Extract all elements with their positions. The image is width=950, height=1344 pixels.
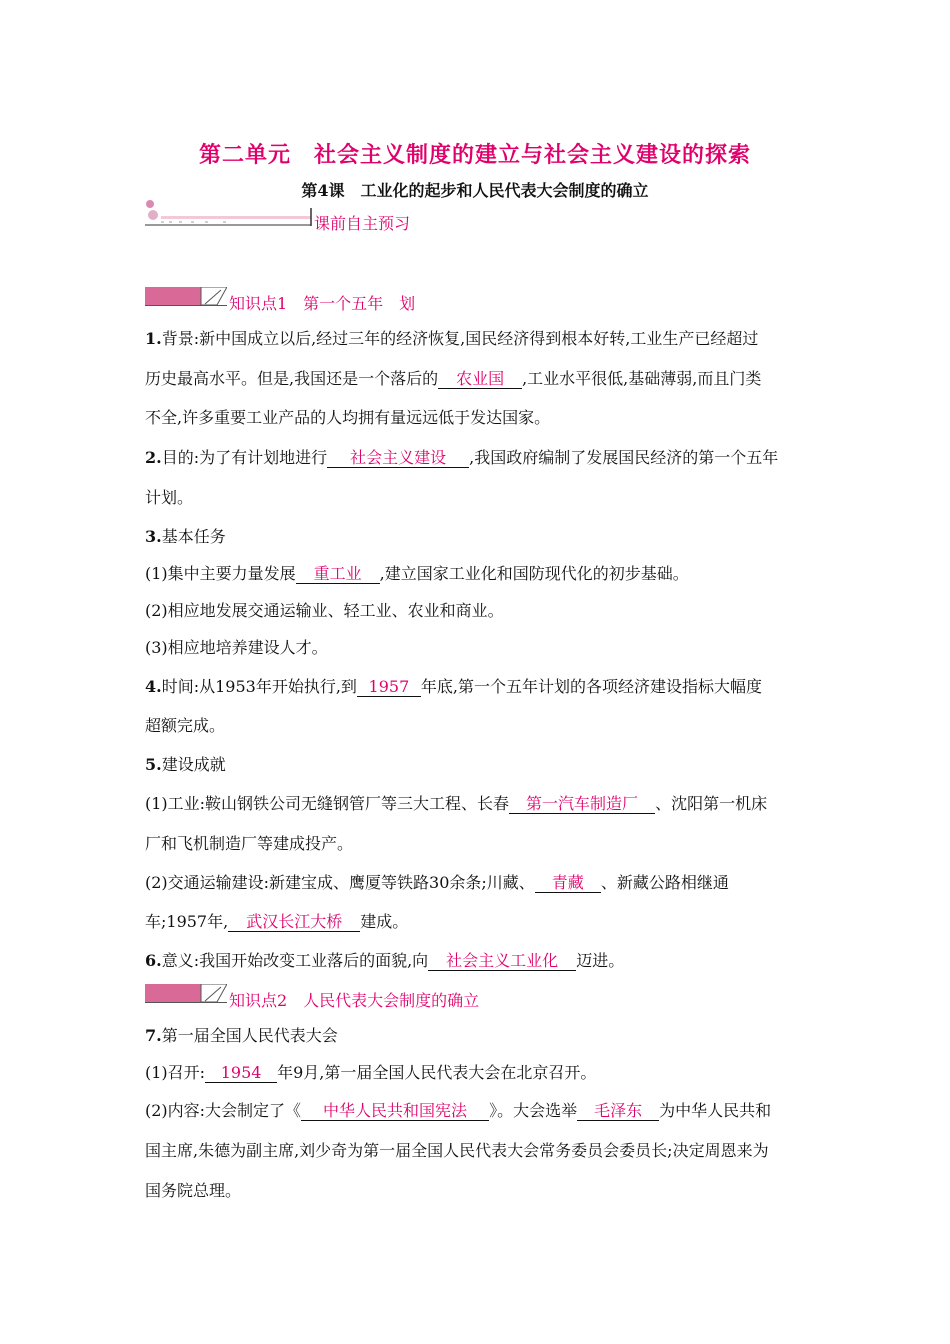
section-7-item-1: (1)召开: 1954 年9月,第一届全国人民代表大会在北京召开。: [145, 1063, 597, 1082]
answer-blank: 武汉长江大桥: [228, 913, 360, 932]
answer-blank: 社会主义建设: [327, 449, 469, 468]
preview-label: 课前自主预习: [314, 214, 411, 233]
answer-blank: 青藏: [535, 874, 601, 893]
answer-blank: 毛泽东: [577, 1102, 659, 1121]
section-5-item-2-cont: 车;1957年, 武汉长江大桥 建成。: [145, 912, 409, 931]
answer-blank: 第一汽车制造厂: [509, 795, 655, 814]
section-1-line-1: 1.背景:新中国成立以后,经过三年的经济恢复,国民经济得到根本好转,工业生产已经超过: [145, 329, 759, 348]
knowledge-point-2-title: 知识点2 人民代表大会制度的确立: [229, 991, 480, 1010]
section-7-item-2-cont: 国主席,朱德为副主席,刘少奇为第一届全国人民代表大会常务委员会委员长;决定周恩来为: [145, 1141, 769, 1160]
section-7-title: 7.第一届全国人民代表大会: [145, 1026, 338, 1045]
section-5-item-1-cont: 厂和飞机制造厂等建成投产。: [145, 834, 354, 853]
section-3-item-3: (3)相应地培养建设人才。: [145, 638, 328, 657]
section-5-item-1: (1)工业:鞍山钢铁公司无缝钢管厂等三大工程、长春 第一汽车制造厂 、沈阳第一机床: [145, 794, 768, 813]
section-3-title: 3.基本任务: [145, 527, 226, 546]
preview-decoration-icon: [145, 196, 315, 228]
section-3-item-2: (2)相应地发展交通运输业、轻工业、农业和商业。: [145, 601, 504, 620]
answer-blank: 中华人民共和国宪法: [301, 1102, 489, 1121]
section-7-item-2: (2)内容:大会制定了《 中华人民共和国宪法 》。大会选举 毛泽东 为中华人民共和: [145, 1101, 772, 1120]
knowledge-point-1-title: 知识点1 第一个五年 划: [229, 294, 416, 313]
section-4-line-1: 4.时间:从1953年开始执行,到 1957 年底,第一个五年计划的各项经济建设指标大幅度: [145, 677, 762, 696]
section-4-line-2: 超额完成。: [145, 716, 226, 735]
section-1-line-2: 历史最高水平。但是,我国还是一个落后的 农业国 ,工业水平很低,基础薄弱,而且门类: [145, 369, 762, 388]
section-3-item-1: (1)集中主要力量发展 重工业 ,建立国家工业化和国防现代化的初步基础。: [145, 564, 689, 583]
answer-blank: 1957: [357, 678, 421, 697]
section-6-line: 6.意义:我国开始改变工业落后的面貌,向 社会主义工业化 迈进。: [145, 951, 625, 970]
answer-blank: 社会主义工业化: [428, 952, 576, 971]
section-2-line-1: 2.目的:为了有计划地进行 社会主义建设 ,我国政府编制了发展国民经济的第一个五年: [145, 448, 779, 467]
section-2-line-2: 计划。: [145, 488, 194, 507]
section-5-item-2: (2)交通运输建设:新建宝成、鹰厦等铁路30余条;川藏、 青藏 、新藏公路相继通: [145, 873, 729, 892]
lesson-title: 第4课 工业化的起步和人民代表大会制度的确立: [301, 181, 649, 200]
section-5-title: 5.建设成就: [145, 755, 226, 774]
unit-title: 第二单元 社会主义制度的建立与社会主义建设的探索: [198, 142, 751, 168]
answer-blank: 重工业: [296, 565, 380, 584]
answer-blank: 1954: [205, 1064, 277, 1083]
section-tab-icon: [145, 287, 227, 307]
section-7-item-2-end: 国务院总理。: [145, 1181, 242, 1200]
answer-blank: 农业国: [438, 370, 522, 389]
section-tab-icon: [145, 984, 227, 1004]
section-1-line-3: 不全,许多重要工业产品的人均拥有量远远低于发达国家。: [145, 408, 551, 427]
